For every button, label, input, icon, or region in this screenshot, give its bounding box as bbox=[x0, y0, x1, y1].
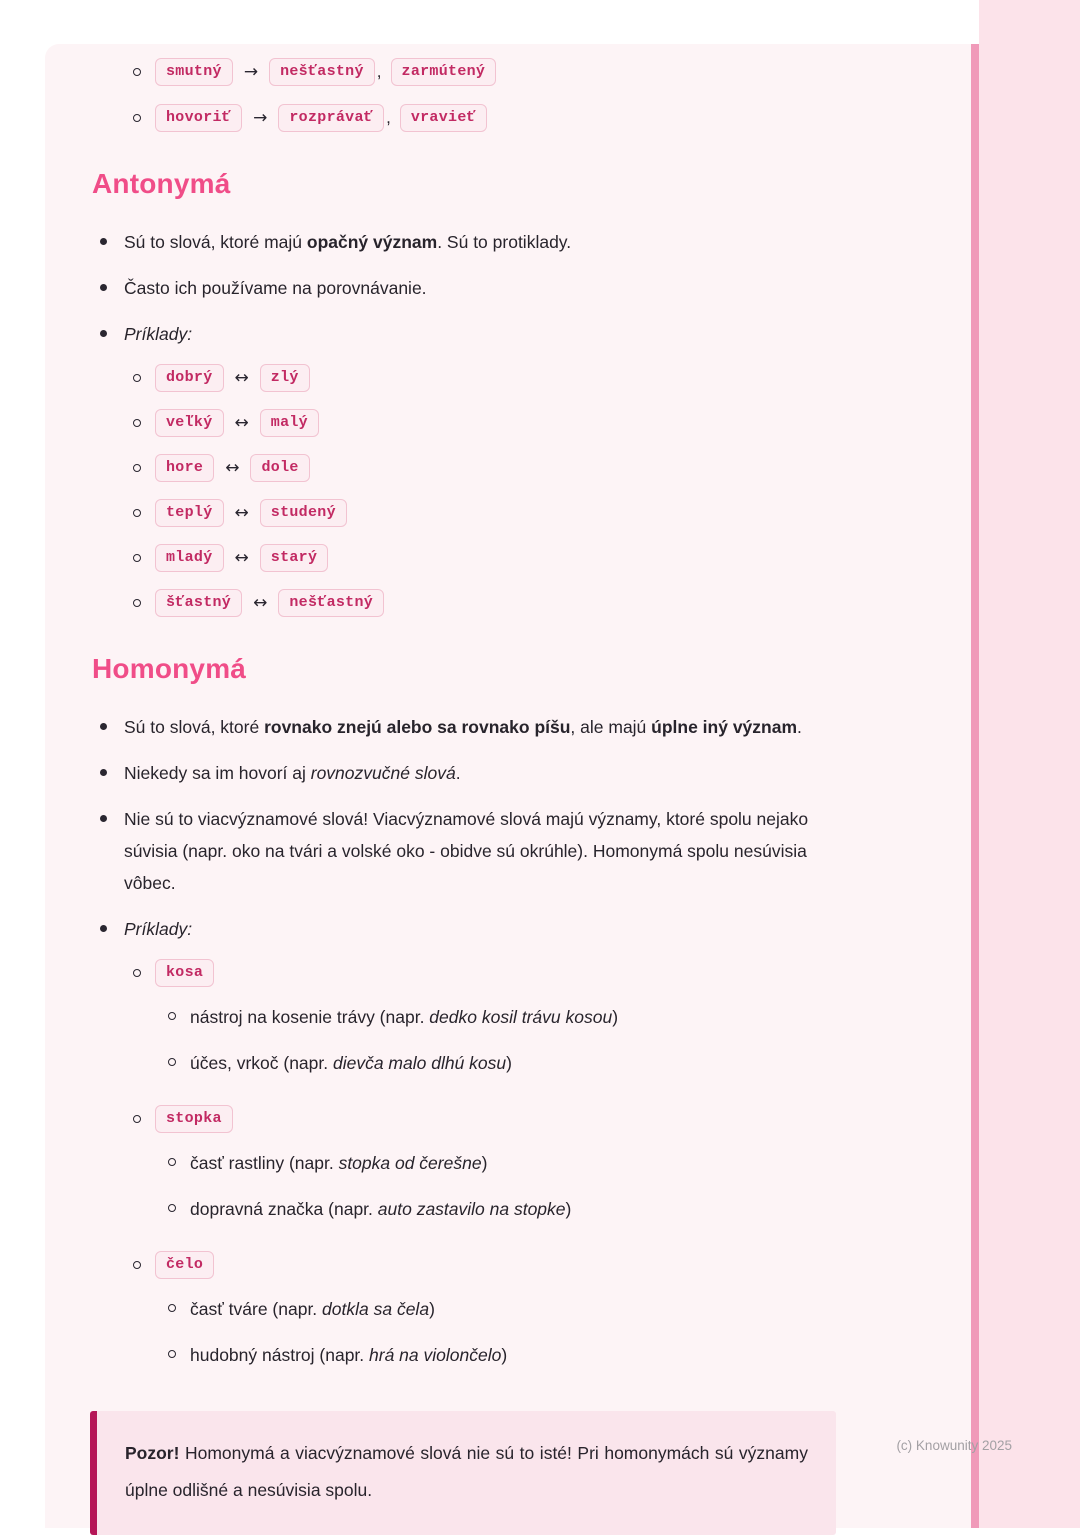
synonyms-example-list bbox=[45, 58, 971, 132]
word-tag: šťastný bbox=[155, 589, 242, 617]
italic-run: rovnozvučné slová bbox=[310, 763, 456, 783]
circle-bullet bbox=[133, 509, 141, 517]
text-run: ) bbox=[429, 1299, 435, 1319]
word-tag: studený bbox=[260, 499, 347, 527]
arrow-right-icon: → bbox=[253, 108, 268, 128]
circle-bullet bbox=[133, 1115, 141, 1123]
word-tag: teplý bbox=[155, 499, 224, 527]
disc-bullet bbox=[100, 330, 107, 337]
decorative-right-band bbox=[979, 0, 1080, 1528]
bullet-item bbox=[100, 757, 971, 789]
italic-run: dotkla sa čela bbox=[322, 1299, 430, 1319]
circle-bullet bbox=[168, 1012, 176, 1020]
arrow-both-icon: ↔ bbox=[234, 503, 249, 523]
italic-run: stopka od čerešne bbox=[338, 1153, 482, 1173]
bold-run: rovnako znejú alebo sa rovnako píšu bbox=[264, 717, 571, 737]
text-run: Homonymá a viacvýznamové slová nie sú to isté! Pri homonymách sú významy úplne odlišné a nesúvisia spolu. bbox=[125, 1443, 808, 1500]
synonym-row bbox=[133, 104, 971, 132]
antonym-pair-row bbox=[133, 409, 971, 437]
antonym-pair-row bbox=[133, 499, 971, 527]
callout-title: Pozor! bbox=[125, 1443, 180, 1463]
word-tag: rozprávať bbox=[278, 104, 384, 132]
disc-bullet bbox=[100, 284, 107, 291]
homonym-meaning-row bbox=[168, 1193, 971, 1225]
meaning-text bbox=[190, 1293, 435, 1325]
antonym-pair-row bbox=[133, 544, 971, 572]
arrow-both-icon: ↔ bbox=[234, 413, 249, 433]
comma-separator: , bbox=[386, 108, 391, 127]
bullet-item bbox=[100, 803, 971, 899]
section-antonyms bbox=[45, 168, 971, 617]
bullet-text bbox=[124, 226, 571, 258]
disc-bullet bbox=[100, 815, 107, 822]
word-tag: čelo bbox=[155, 1251, 214, 1279]
bullet-item bbox=[100, 913, 971, 945]
arrow-both-icon: ↔ bbox=[234, 548, 249, 568]
text-run: časť tváre (napr. bbox=[190, 1299, 323, 1319]
text-run: Sú to slová, ktoré majú bbox=[124, 232, 307, 252]
antonym-pair-row bbox=[133, 364, 971, 392]
homonym-meaning-row bbox=[168, 1147, 971, 1179]
meaning-text bbox=[190, 1147, 487, 1179]
meaning-text bbox=[190, 1339, 507, 1371]
word-tag: hovoriť bbox=[155, 104, 242, 132]
homonym-example-group bbox=[45, 1251, 971, 1371]
meaning-text bbox=[190, 1001, 618, 1033]
homonym-example-group bbox=[45, 959, 971, 1079]
antonym-pair-row bbox=[133, 589, 971, 617]
bullet-item bbox=[100, 318, 971, 350]
circle-bullet bbox=[168, 1158, 176, 1166]
text-run: ) bbox=[481, 1153, 488, 1173]
text-run: Niekedy sa im hovorí aj bbox=[124, 763, 311, 783]
italic-run: Príklady: bbox=[124, 324, 193, 344]
circle-bullet bbox=[168, 1304, 176, 1312]
italic-run: Príklady: bbox=[124, 919, 193, 939]
bold-run: úplne iný význam bbox=[651, 717, 798, 737]
disc-bullet bbox=[100, 769, 107, 776]
disc-bullet bbox=[100, 238, 107, 245]
bullet-text bbox=[124, 913, 192, 945]
arrow-both-icon: ↔ bbox=[253, 593, 268, 613]
bullet-text: Často ich používame na porovnávanie. bbox=[124, 278, 427, 298]
arrow-both-icon: ↔ bbox=[234, 368, 249, 388]
word-tag: zlý bbox=[260, 364, 310, 392]
homonym-term-row bbox=[133, 1105, 971, 1133]
bold-run: opačný význam bbox=[306, 232, 438, 252]
disc-bullet bbox=[100, 925, 107, 932]
bullet-item bbox=[100, 272, 971, 304]
circle-bullet bbox=[133, 114, 141, 122]
homonym-meaning-row bbox=[168, 1001, 971, 1033]
italic-run: auto zastavilo na stopke bbox=[377, 1199, 566, 1219]
word-tag: zarmútený bbox=[391, 58, 497, 86]
disc-bullet bbox=[100, 723, 107, 730]
bullet-text bbox=[124, 711, 802, 743]
text-run: časť rastliny (napr. bbox=[190, 1153, 339, 1173]
bullet-text: Nie sú to viacvýznamové slová! Viacvýznamové slová majú významy, ktoré spolu nejako súvisia (napr. oko na tvári a volské oko - obidve sú okrúhle). Homonymá spolu nesúvisia vôbec. bbox=[124, 809, 809, 893]
word-tag: veľký bbox=[155, 409, 224, 437]
text-run: dopravná značka (napr. bbox=[190, 1199, 378, 1219]
bullet-text bbox=[124, 318, 192, 350]
homonym-term-row bbox=[133, 959, 971, 987]
text-run: . bbox=[455, 763, 461, 783]
word-tag: malý bbox=[260, 409, 319, 437]
circle-bullet bbox=[133, 1261, 141, 1269]
arrow-both-icon: ↔ bbox=[225, 458, 240, 478]
homonym-example-group bbox=[45, 1105, 971, 1225]
word-tag: nešťastný bbox=[278, 589, 384, 617]
text-run: ) bbox=[565, 1199, 572, 1219]
word-tag: vravieť bbox=[400, 104, 487, 132]
italic-run: hrá na violončelo bbox=[369, 1345, 502, 1365]
circle-bullet bbox=[133, 969, 141, 977]
word-tag: nešťastný bbox=[269, 58, 375, 86]
word-tag: kosa bbox=[155, 959, 214, 987]
circle-bullet bbox=[133, 554, 141, 562]
text-run: . Sú to protiklady. bbox=[437, 232, 572, 252]
circle-bullet bbox=[133, 599, 141, 607]
homonym-meaning-row bbox=[168, 1339, 971, 1371]
word-tag: dobrý bbox=[155, 364, 224, 392]
callout-text bbox=[125, 1435, 808, 1509]
word-tag: stopka bbox=[155, 1105, 233, 1133]
word-tag: smutný bbox=[155, 58, 233, 86]
text-run: , ale majú bbox=[570, 717, 652, 737]
text-run: ) bbox=[501, 1345, 508, 1365]
circle-bullet bbox=[133, 374, 141, 382]
section-title-antonyms: Antonymá bbox=[92, 168, 231, 199]
italic-run: dievča malo dlhú kosu bbox=[332, 1053, 507, 1073]
text-run: ) bbox=[506, 1053, 512, 1073]
bullet-text bbox=[124, 757, 461, 789]
circle-bullet bbox=[133, 464, 141, 472]
word-tag: hore bbox=[155, 454, 214, 482]
decorative-right-line bbox=[971, 44, 979, 1528]
notes-page bbox=[45, 44, 971, 1528]
bullet-item bbox=[100, 226, 971, 258]
text-run: Sú to slová, ktoré bbox=[124, 717, 265, 737]
italic-run: dedko kosil trávu kosou bbox=[429, 1007, 613, 1027]
circle-bullet bbox=[133, 68, 141, 76]
text-run: . bbox=[797, 717, 802, 737]
comma-separator: , bbox=[376, 62, 382, 81]
word-tag: dole bbox=[250, 454, 309, 482]
page-content bbox=[45, 44, 971, 1535]
meaning-text bbox=[190, 1047, 512, 1079]
word-tag: mladý bbox=[155, 544, 224, 572]
antonym-pair-row bbox=[133, 454, 971, 482]
word-tag: starý bbox=[260, 544, 329, 572]
section-homonyms bbox=[45, 653, 971, 1371]
bullet-item bbox=[100, 711, 971, 743]
circle-bullet bbox=[168, 1204, 176, 1212]
homonym-term-row bbox=[133, 1251, 971, 1279]
synonym-row bbox=[133, 58, 971, 86]
homonym-meaning-row bbox=[168, 1293, 971, 1325]
meaning-text bbox=[190, 1193, 571, 1225]
homonym-meaning-row bbox=[168, 1047, 971, 1079]
circle-bullet bbox=[168, 1350, 176, 1358]
arrow-right-icon: → bbox=[243, 62, 259, 82]
circle-bullet bbox=[133, 419, 141, 427]
warning-callout bbox=[90, 1411, 836, 1535]
text-run: ) bbox=[612, 1007, 619, 1027]
text-run: nástroj na kosenie trávy (napr. bbox=[190, 1007, 430, 1027]
copyright-watermark: (c) Knowunity 2025 bbox=[896, 1438, 1012, 1453]
text-run: účes, vrkoč (napr. bbox=[190, 1053, 333, 1073]
circle-bullet bbox=[168, 1058, 176, 1066]
text-run: hudobný nástroj (napr. bbox=[190, 1345, 370, 1365]
section-title-homonyms: Homonymá bbox=[92, 653, 247, 684]
